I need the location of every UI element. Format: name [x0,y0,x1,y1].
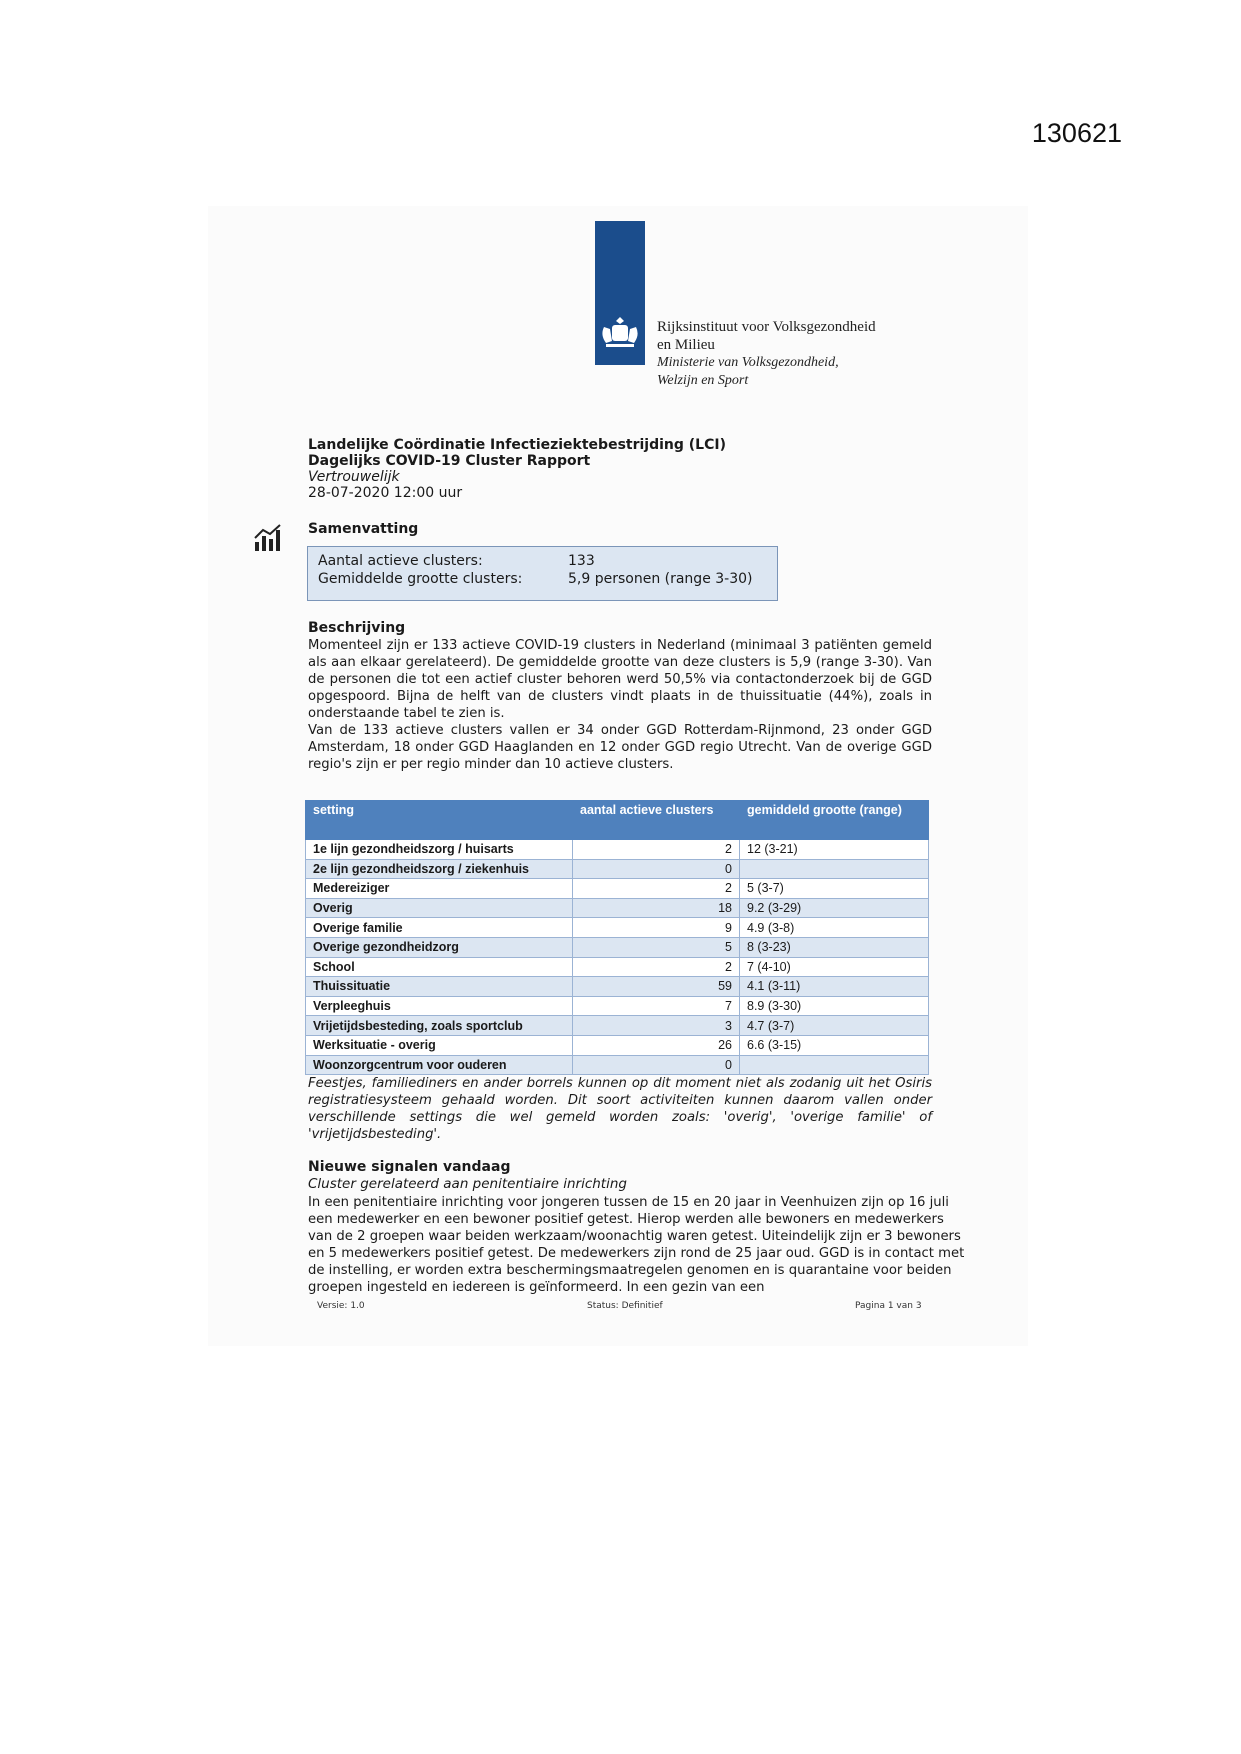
summary-value: 5,9 personen (range 3-30) [568,571,753,587]
logo-line-3: Ministerie van Volksgezondheid, [657,355,839,370]
signals-subtitle: Cluster gerelateerd aan penitentiaire inrichting [308,1176,627,1192]
table-row [306,937,929,957]
column-header-size: gemiddeld grootte (range) [740,801,929,840]
clusters-table [305,800,929,1075]
cell-count: 59 [573,977,740,997]
table-row [306,1035,929,1055]
summary-label: Gemiddelde grootte clusters: [318,571,523,587]
table-row [306,977,929,997]
cell-size: 9.2 (3-29) [740,898,929,918]
document-number: 130621 [1031,118,1122,148]
cell-setting: Overige familie [306,918,573,938]
cell-count: 7 [573,996,740,1016]
table-row [306,996,929,1016]
header-confidential: Vertrouwelijk [308,469,400,485]
cell-size: 6.6 (3-15) [740,1035,929,1055]
logo-line-4: Welzijn en Sport [657,373,749,388]
cell-count: 5 [573,937,740,957]
table-row [306,1055,929,1075]
header-report-title: Dagelijks COVID-19 Cluster Rapport [308,453,591,469]
logo-line-1: Rijksinstituut voor Volksgezondheid [657,319,876,335]
summary-value: 133 [568,553,595,569]
cell-size: 4.7 (3-7) [740,1016,929,1036]
description-text [308,637,932,773]
scanned-page [208,206,1028,1346]
cell-count: 26 [573,1035,740,1055]
crest-icon [598,313,642,351]
chart-people-icon [253,524,283,552]
cell-size [740,859,929,879]
cell-setting: School [306,957,573,977]
cell-setting: 1e lijn gezondheidszorg / huisarts [306,840,573,860]
cell-size [740,1055,929,1075]
cell-size: 5 (3-7) [740,879,929,899]
description-title: Beschrijving [308,620,406,636]
cell-count: 2 [573,840,740,860]
cell-size: 4.1 (3-11) [740,977,929,997]
description-paragraph: Momenteel zijn er 133 actieve COVID-19 clusters in Nederland (minimaal 3 patiënten gemeld als aan elkaar gerelateerd). De gemiddelde grootte van deze clusters is 5,9 (range 3-30). Van de personen die tot een actief cluster behoren werd 50,5% via contactonderzoek bij de GGD opgespoord. Bijna de helft van de clusters vindt plaats in de thuissituatie (44%), zoals in onderstaande tabel te zien is. [308,638,932,721]
table-row [306,859,929,879]
header-date: 28-07-2020 12:00 uur [308,485,463,501]
cell-setting: Vrijetijdsbesteding, zoals sportclub [306,1016,573,1036]
footer-status: Status: Definitief [587,1301,663,1311]
table-row [306,879,929,899]
cell-setting: Overige gezondheidzorg [306,937,573,957]
cell-size: 7 (4-10) [740,957,929,977]
signals-title: Nieuwe signalen vandaag [308,1159,511,1175]
footer-version: Versie: 1.0 [317,1301,365,1311]
cell-setting: Medereiziger [306,879,573,899]
signals-text: In een penitentiaire inrichting voor jongeren tussen de 15 en 20 jaar in Veenhuizen zijn op 16 juli een medewerker en een bewoner positief getest. Hierop werden alle bewoners en medewerkers van de 2 groepen waar beiden werkzaam/woonachtig waren getest. Uiteindelijk zijn er 3 bewoners en 5 medewerkers positief getest. De medewerkers zijn rond de 25 jaar oud. GGD is in contact met de instelling, er worden extra beschermingsmaatregelen genomen en is quarantaine voor beiden groepen ingesteld en iedereen is geïnformeerd. In een gezin van een [308,1195,965,1295]
table-row [306,898,929,918]
footer-page: Pagina 1 van 3 [855,1301,922,1311]
summary-title: Samenvatting [308,521,419,537]
cell-count: 0 [573,1055,740,1075]
cell-size: 8.9 (3-30) [740,996,929,1016]
cell-setting: Overig [306,898,573,918]
column-header-setting: setting [306,801,573,840]
table-row [306,1016,929,1036]
cell-count: 2 [573,879,740,899]
cell-setting: Werksituatie - overig [306,1035,573,1055]
report-header [308,437,726,501]
cell-count: 9 [573,918,740,938]
table-row [306,918,929,938]
cell-size: 8 (3-23) [740,937,929,957]
cell-setting: Woonzorgcentrum voor ouderen [306,1055,573,1075]
table-note: Feestjes, familiediners en ander borrels kunnen op dit moment niet als zodanig uit het Osiris registratiesysteem gehaald worden. Dit soort activiteiten kunnen daarom vallen onder verschillende settings die wel gemeld worden zoals: 'overig', 'overige familie' of 'vrijetijdsbesteding'. [308,1076,932,1142]
table-row [306,840,929,860]
summary-label: Aantal actieve clusters: [318,553,483,569]
summary-box [307,546,778,601]
header-organisation: Landelijke Coördinatie Infectieziektebestrijding (LCI) [308,437,726,453]
column-header-count: aantal actieve clusters [573,801,740,840]
cell-setting: 2e lijn gezondheidszorg / ziekenhuis [306,859,573,879]
cell-count: 18 [573,898,740,918]
cell-setting: Verpleeghuis [306,996,573,1016]
cell-size: 4.9 (3-8) [740,918,929,938]
cell-setting: Thuissituatie [306,977,573,997]
cell-count: 2 [573,957,740,977]
description-paragraph: Van de 133 actieve clusters vallen er 34 onder GGD Rotterdam-Rijnmond, 23 onder GGD Amsterdam, 18 onder GGD Haaglanden en 12 onder GGD regio Utrecht. Van de overige GGD regio's zijn er per regio minder dan 10 actieve clusters. [308,723,932,772]
cell-size: 12 (3-21) [740,840,929,860]
logo-line-2: en Milieu [657,337,715,353]
table-header-row [306,801,929,840]
cell-count: 3 [573,1016,740,1036]
rivm-logo-text [657,318,876,390]
cell-count: 0 [573,859,740,879]
table-row [306,957,929,977]
